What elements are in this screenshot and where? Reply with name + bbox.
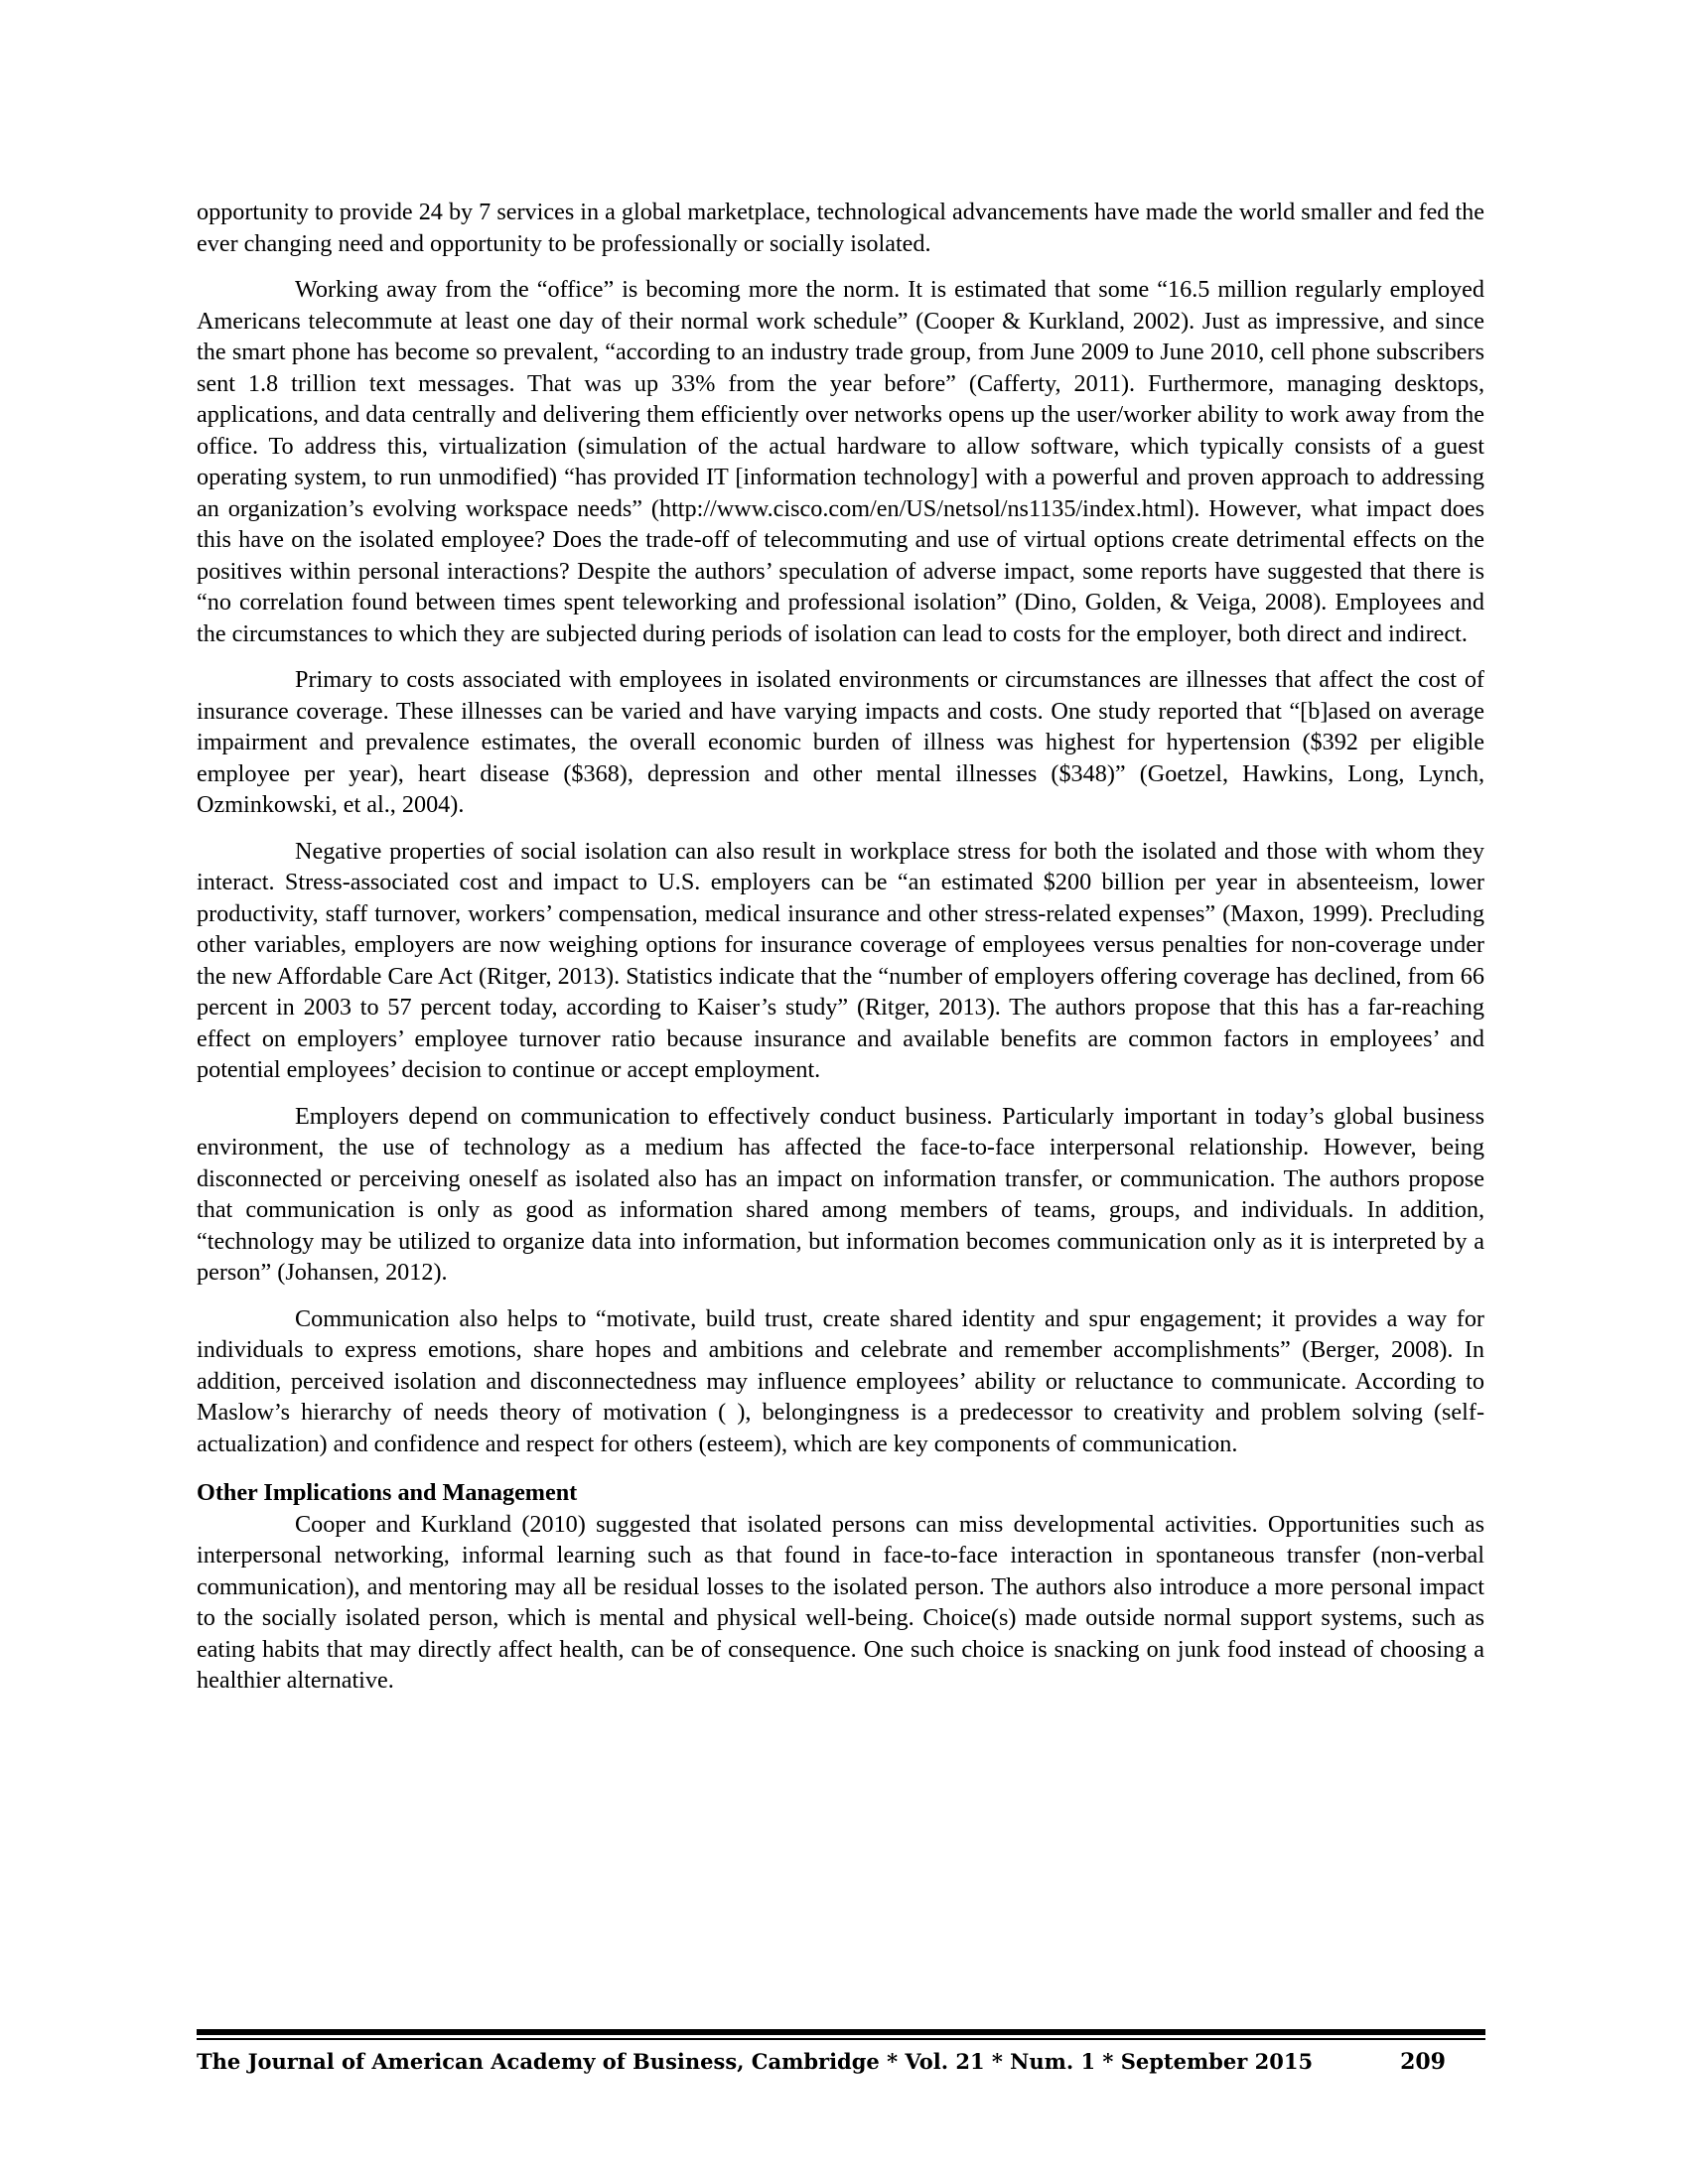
paragraph-7: Cooper and Kurkland (2010) suggested that isolated persons can miss developmental activities. Opportunities such as interpersonal networking, informal learning such as that found in face-to-face interaction in spontaneous transfer (non-verbal communication), and mentoring may all be residual losses to the isolated person. The authors also introduce a more personal impact to the socially isolated person, which is mental and physical well-being. Choice(s) made outside normal support systems, such as eating habits that may directly affect health, can be of consequence. One such choice is snacking on junk food instead of choosing a healthier alternative. xyxy=(197,1510,1484,1694)
page-number: 209 xyxy=(1400,2049,1446,2075)
page-footer xyxy=(197,2049,1485,2083)
paragraph-5: Employers depend on communication to effectively conduct business. Particularly important in today’s global business environment, the use of technology as a medium has affected the face-to-face interpersonal relationship. However, being disconnected or perceiving oneself as isolated also has an impact on information transfer, or communication. The authors propose that communication is only as good as information shared among members of teams, groups, and individuals. In addition, “technology may be utilized to organize data into information, but information becomes communication only as it is interpreted by a person” (Johansen, 2012). xyxy=(197,1102,1484,1286)
section-heading: Other Implications and Management xyxy=(197,1479,578,1506)
paragraph-3: Primary to costs associated with employees in isolated environments or circumstances are illnesses that affect the cost of insurance coverage. These illnesses can be varied and have varying impacts and costs. One study reported that “[b]ased on average impairment and prevalence estimates, the overall economic burden of illness was highest for hypertension ($392 per eligible employee per year), heart disease ($368), depression and other mental illnesses ($348)” (Goetzel, Hawkins, Long, Lynch, Ozminkowski, et al., 2004). xyxy=(197,666,1484,818)
journal-citation: The Journal of American Academy of Business, Cambridge * Vol. 21 * Num. 1 * September 2015 xyxy=(197,2049,1314,2074)
paragraph-6: Communication also helps to “motivate, build trust, create shared identity and spur engagement; it provides a way for individuals to express emotions, share hopes and ambitions and celebrate and remember accomplishments” (Berger, 2008). In addition, perceived isolation and disconnectedness may influence employees’ ability or reluctance to communicate. According to Maslow’s hierarchy of needs theory of motivation ( ), belongingness is a predecessor to creativity and problem solving (self-actualization) and confidence and respect for others (esteem), which are key components of communication. xyxy=(197,1304,1484,1457)
footer-rule-thick xyxy=(197,2029,1485,2035)
paragraph-1: opportunity to provide 24 by 7 services in a global marketplace, technological advancements have made the world smaller and fed the ever changing need and opportunity to be professionally or socially isolated. xyxy=(197,199,1484,257)
body-text xyxy=(197,197,1484,1711)
paragraph-2: Working away from the “office” is becoming more the norm. It is estimated that some “16.5 million regularly employed Americans telecommute at least one day of their normal work schedule” (Cooper & Kurkland, 2002). Just as impressive, and since the smart phone has become so prevalent, “according to an industry trade group, from June 2009 to June 2010, cell phone subscribers sent 1.8 trillion text messages. That was up 33% from the year before” (Cafferty, 2011). Furthermore, managing desktops, applications, and data centrally and delivering them efficiently over networks opens up the user/worker ability to work away from the office. To address this, virtualization (simulation of the actual hardware to allow software, which typically consists of a guest operating system, to run unmodified) “has provided IT [information technology] with a powerful and proven approach to addressing an organization’s evolving workspace needs” (http://www.cisco.com/en/US/netsol/ns1135/index.html). However, what impact does this have on the isolated employee? Does the trade-off of telecommuting and use of virtual options create detrimental effects on the positives within personal interactions? Despite the authors’ speculation of adverse impact, some reports have suggested that there is “no correlation found between times spent teleworking and professional isolation” (Dino, Golden, & Veiga, 2008). Employees and the circumstances to which they are subjected during periods of isolation can lead to costs for the employer, both direct and indirect. xyxy=(197,276,1484,647)
paragraph-4: Negative properties of social isolation can also result in workplace stress for both the isolated and those with whom they interact. Stress-associated cost and impact to U.S. employers can be “an estimated $200 billion per year in absenteeism, lower productivity, staff turnover, workers’ compensation, medical insurance and other stress-related expenses” (Maxon, 1999). Precluding other variables, employers are now weighing options for insurance coverage of employees versus penalties for non-coverage under the new Affordable Care Act (Ritger, 2013). Statistics indicate that the “number of employers offering coverage has declined, from 66 percent in 2003 to 57 percent today, according to Kaiser’s study” (Ritger, 2013). The authors propose that this has a far-reaching effect on employers’ employee turnover ratio because insurance and available benefits are common factors in employees’ and potential employees’ decision to continue or accept employment. xyxy=(197,837,1484,1083)
footer-rule-thin xyxy=(197,2038,1485,2040)
